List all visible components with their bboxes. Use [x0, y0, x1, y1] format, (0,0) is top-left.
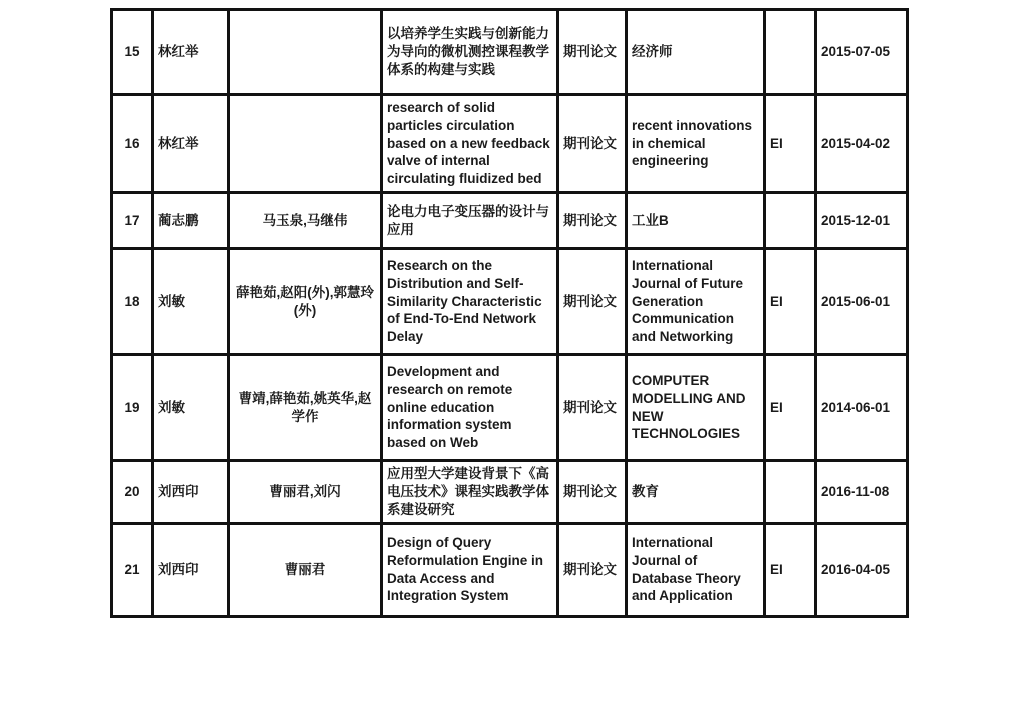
table-row	[112, 193, 908, 249]
cell-type: 期刊论文	[558, 193, 627, 249]
cell-title: Design of Query Reformulation Engine in Data Access and Integration System	[382, 523, 558, 616]
cell-ei: EI	[765, 249, 816, 355]
cell-author: 蔺志鹏	[153, 193, 229, 249]
cell-ei: EI	[765, 95, 816, 193]
publications-table	[110, 8, 909, 618]
cell-coauth	[229, 95, 382, 193]
cell-type: 期刊论文	[558, 461, 627, 523]
table-row	[112, 355, 908, 461]
cell-coauth: 曹丽君,刘闪	[229, 461, 382, 523]
cell-author: 刘西印	[153, 523, 229, 616]
table-row	[112, 461, 908, 523]
cell-type: 期刊论文	[558, 95, 627, 193]
cell-num: 20	[112, 461, 153, 523]
cell-coauth	[229, 10, 382, 95]
cell-journal: recent innovations in chemical engineering	[627, 95, 765, 193]
cell-author: 刘西印	[153, 461, 229, 523]
cell-ei	[765, 193, 816, 249]
cell-date: 2015-12-01	[816, 193, 908, 249]
cell-author: 刘敏	[153, 249, 229, 355]
cell-journal: International Journal of Database Theory and Application	[627, 523, 765, 616]
cell-title: Research on the Distribution and Self-Similarity Characteristic of End-To-End Network Delay	[382, 249, 558, 355]
cell-author: 刘敏	[153, 355, 229, 461]
cell-title: 论电力电子变压器的设计与应用	[382, 193, 558, 249]
cell-date: 2014-06-01	[816, 355, 908, 461]
cell-type: 期刊论文	[558, 10, 627, 95]
table-body	[112, 10, 908, 617]
cell-author: 林红举	[153, 95, 229, 193]
cell-title: 应用型大学建设背景下《高电压技术》课程实践教学体系建设研究	[382, 461, 558, 523]
cell-journal: International Journal of Future Generation Communication and Networking	[627, 249, 765, 355]
cell-title: research of solid particles circulation based on a new feedback valve of internal circulating fluidized bed	[382, 95, 558, 193]
table-row	[112, 523, 908, 616]
cell-type: 期刊论文	[558, 249, 627, 355]
cell-journal: 经济师	[627, 10, 765, 95]
cell-title: 以培养学生实践与创新能力为导向的微机测控课程教学体系的构建与实践	[382, 10, 558, 95]
table-row	[112, 10, 908, 95]
cell-ei: EI	[765, 523, 816, 616]
cell-date: 2015-04-02	[816, 95, 908, 193]
cell-coauth: 曹靖,薛艳茹,姚英华,赵学作	[229, 355, 382, 461]
cell-ei	[765, 461, 816, 523]
table-row	[112, 249, 908, 355]
cell-type: 期刊论文	[558, 523, 627, 616]
cell-num: 19	[112, 355, 153, 461]
cell-journal: 教育	[627, 461, 765, 523]
cell-author: 林红举	[153, 10, 229, 95]
cell-type: 期刊论文	[558, 355, 627, 461]
cell-date: 2016-04-05	[816, 523, 908, 616]
cell-num: 21	[112, 523, 153, 616]
cell-journal: COMPUTER MODELLING AND NEW TECHNOLOGIES	[627, 355, 765, 461]
cell-num: 18	[112, 249, 153, 355]
cell-title: Development and research on remote online education information system based on Web	[382, 355, 558, 461]
cell-ei	[765, 10, 816, 95]
table-row	[112, 95, 908, 193]
cell-journal: 工业B	[627, 193, 765, 249]
cell-date: 2015-06-01	[816, 249, 908, 355]
cell-num: 15	[112, 10, 153, 95]
cell-coauth: 薛艳茹,赵阳(外),郭慧玲(外)	[229, 249, 382, 355]
cell-num: 17	[112, 193, 153, 249]
cell-coauth: 曹丽君	[229, 523, 382, 616]
cell-date: 2016-11-08	[816, 461, 908, 523]
cell-coauth: 马玉泉,马继伟	[229, 193, 382, 249]
cell-ei: EI	[765, 355, 816, 461]
cell-num: 16	[112, 95, 153, 193]
cell-date: 2015-07-05	[816, 10, 908, 95]
